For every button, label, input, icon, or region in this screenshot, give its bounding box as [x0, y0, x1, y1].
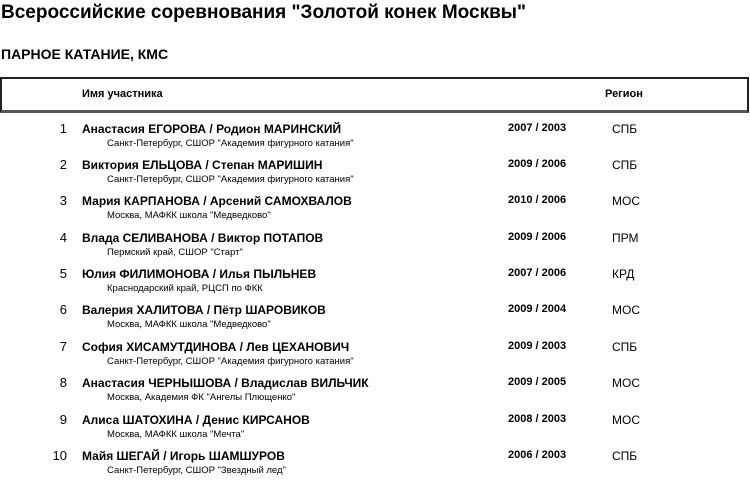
- club: Санкт-Петербург, СШОР "Академия фигурного катания": [107, 138, 354, 149]
- club: Санкт-Петербург, СШОР "Академия фигурного катания": [107, 356, 354, 367]
- birth-years: 2007 / 2003: [508, 122, 567, 134]
- table-row: [0, 412, 750, 448]
- birth-years: 2009 / 2006: [508, 231, 567, 243]
- club: Москва, МАФКК школа "Медведково": [107, 210, 271, 221]
- rank: 6: [59, 302, 67, 317]
- birth-years: 2008 / 2003: [508, 413, 567, 425]
- table-row: [0, 302, 750, 338]
- birth-years: 2010 / 2006: [508, 194, 567, 206]
- region: КРД: [612, 267, 635, 281]
- table-row: [0, 193, 750, 229]
- region: МОС: [612, 303, 640, 317]
- club: Москва, Академия ФК "Ангелы Плющенко": [107, 392, 296, 403]
- rank: 1: [59, 121, 67, 136]
- pair-names: Виктория ЕЛЬЦОВА / Степан МАРИШИН: [82, 158, 323, 172]
- pair-names: Алиса ШАТОХИНА / Денис КИРСАНОВ: [82, 413, 310, 427]
- pair-names: Юлия ФИЛИМОНОВА / Илья ПЫЛЬНЕВ: [82, 267, 317, 281]
- region: МОС: [612, 413, 640, 427]
- rank: 10: [52, 448, 67, 463]
- pair-names: Валерия ХАЛИТОВА / Пётр ШАРОВИКОВ: [82, 303, 326, 317]
- birth-years: 2009 / 2004: [508, 303, 567, 315]
- club: Краснодарский край, РЦСП по ФКК: [107, 283, 263, 294]
- table-header: [0, 77, 749, 113]
- table-row: [0, 266, 750, 302]
- pair-names: Анастасия ЕГОРОВА / Родион МАРИНСКИЙ: [82, 122, 342, 136]
- region: СПБ: [612, 340, 638, 354]
- table-row: [0, 339, 750, 375]
- table-row: [0, 121, 750, 157]
- rank: 9: [59, 412, 67, 427]
- rank: 5: [59, 266, 67, 281]
- header-participant-name: Имя участника: [82, 88, 163, 100]
- rank: 8: [59, 375, 67, 390]
- club: Москва, МАФКК школа "Медведково": [107, 319, 271, 330]
- category-title: ПАРНОЕ КАТАНИЕ, КМС: [1, 46, 169, 62]
- birth-years: 2009 / 2006: [508, 158, 567, 170]
- club: Пермский край, СШОР "Старт": [107, 247, 243, 258]
- table-row: [0, 157, 750, 193]
- table-row: [0, 375, 750, 411]
- rank: 4: [59, 230, 67, 245]
- region: МОС: [612, 376, 640, 390]
- pair-names: София ХИСАМУТДИНОВА / Лев ЦЕХАНОВИЧ: [82, 340, 350, 354]
- region: СПБ: [612, 449, 638, 463]
- club: Санкт-Петербург, СШОР "Академия фигурного катания": [107, 174, 354, 185]
- table-row: [0, 448, 750, 484]
- club: Санкт-Петербург, СШОР "Звездный лед": [107, 465, 286, 476]
- rank: 3: [59, 193, 67, 208]
- page-title: Всероссийские соревнования "Золотой конек Москвы": [1, 2, 527, 23]
- header-region: Регион: [605, 88, 643, 100]
- table-row: [0, 230, 750, 266]
- birth-years: 2009 / 2003: [508, 340, 567, 352]
- rank: 2: [59, 157, 67, 172]
- birth-years: 2007 / 2006: [508, 267, 567, 279]
- region: СПБ: [612, 122, 638, 136]
- rank: 7: [59, 339, 67, 354]
- pair-names: Мария КАРПАНОВА / Арсений САМОХВАЛОВ: [82, 194, 352, 208]
- birth-years: 2009 / 2005: [508, 376, 567, 388]
- pair-names: Анастасия ЧЕРНЫШОВА / Владислав ВИЛЬЧИК: [82, 376, 369, 390]
- region: ПРМ: [612, 231, 639, 245]
- pair-names: Влада СЕЛИВАНОВА / Виктор ПОТАПОВ: [82, 231, 324, 245]
- birth-years: 2006 / 2003: [508, 449, 567, 461]
- club: Москва, МАФКК школа "Мечта": [107, 429, 245, 440]
- region: СПБ: [612, 158, 638, 172]
- region: МОС: [612, 194, 640, 208]
- pair-names: Майя ШЕГАЙ / Игорь ШАМШУРОВ: [82, 449, 285, 463]
